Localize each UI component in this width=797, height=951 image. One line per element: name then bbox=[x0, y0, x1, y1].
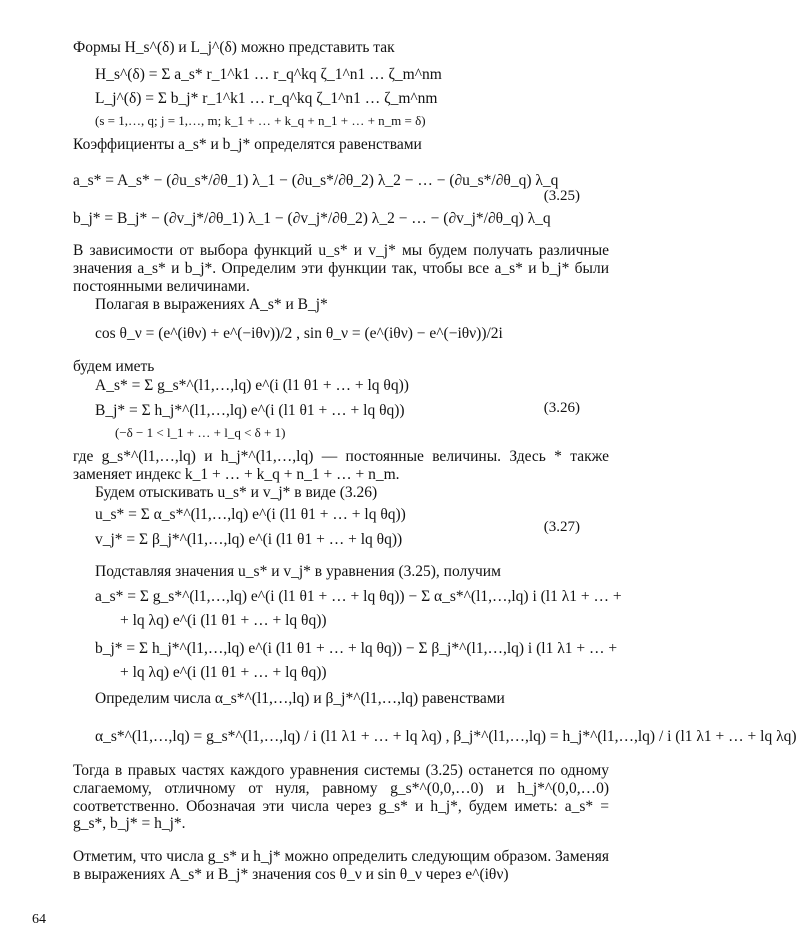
equation-line: a_s* = Σ g_s*^(l1,…,lq) e^(i (l1 θ1 + … + lq θq)) − Σ α_s*^(l1,…,lq) i (l1 λ1 + … + bbox=[95, 588, 622, 605]
text-line: Полагая в выражениях A_s* и B_j* bbox=[95, 296, 328, 313]
paragraph: где g_s*^(l1,…,lq) и h_j*^(l1,…,lq) — постоянные величины. Здесь * также заменяет индекс k_1 + … + k_q + n_1 + … + n_m. bbox=[73, 448, 609, 483]
page-number: 64 bbox=[32, 912, 46, 927]
equation-line: L_j^(δ) = Σ b_j* r_1^k1 … r_q^kq ζ_1^n1 … ζ_m^nm bbox=[95, 90, 438, 107]
equation-line: B_j* = Σ h_j*^(l1,…,lq) e^(i (l1 θ1 + … + lq θq)) bbox=[95, 402, 405, 419]
equation-line: H_s^(δ) = Σ a_s* r_1^k1 … r_q^kq ζ_1^n1 … ζ_m^nm bbox=[95, 66, 442, 83]
paragraph: Тогда в правых частях каждого уравнения системы (3.25) останется по одному слагаемому, отличному от нуля, равному g_s*^(0,0,…0) и h_j*^(0,0,…0) соответственно. Обозначая эти числа через g_s* и h_j*, будем иметь: a_s* = g_s*, b_j* = h_j*. bbox=[73, 762, 609, 833]
text-line: Подставляя значения u_s* и v_j* в уравнения (3.25), получим bbox=[95, 563, 501, 580]
equation-line: u_s* = Σ α_s*^(l1,…,lq) e^(i (l1 θ1 + … + lq θq)) bbox=[95, 506, 406, 523]
equation-line: α_s*^(l1,…,lq) = g_s*^(l1,…,lq) / i (l1 λ1 + … + lq λq) , β_j*^(l1,…,lq) = h_j*^(l1,…,lq) / i (l1 λ1 + … + lq λq) bbox=[95, 728, 797, 745]
equation-condition: (s = 1,…, q; j = 1,…, m; k_1 + … + k_q + n_1 + … + n_m = δ) bbox=[95, 113, 426, 128]
text-line: Коэффициенты a_s* и b_j* определятся равенствами bbox=[73, 136, 422, 153]
equation-number: (3.26) bbox=[543, 400, 580, 416]
text-line: Формы H_s^(δ) и L_j^(δ) можно представить так bbox=[73, 39, 395, 56]
equation-number: (3.25) bbox=[543, 188, 580, 204]
equation-line: + lq λq) e^(i (l1 θ1 + … + lq θq)) bbox=[120, 664, 327, 681]
paragraph: В зависимости от выбора функций u_s* и v_j* мы будем получать различные значения a_s* и b_j*. Определим эти функции так, чтобы все a_s* и b_j* были постоянными величинами. bbox=[73, 242, 609, 295]
equation-line: cos θ_ν = (e^(iθν) + e^(−iθν))/2 , sin θ_ν = (e^(iθν) − e^(−iθν))/2i bbox=[95, 325, 503, 342]
paragraph: Отметим, что числа g_s* и h_j* можно определить следующим образом. Заменяя в выражениях A_s* и B_j* значения cos θ_ν и sin θ_ν через e^(iθν) bbox=[73, 848, 609, 883]
text-line: Определим числа α_s*^(l1,…,lq) и β_j*^(l1,…,lq) равенствами bbox=[95, 690, 505, 707]
equation-condition: (−δ − 1 < l_1 + … + l_q < δ + 1) bbox=[115, 425, 286, 440]
text-line: Будем отыскивать u_s* и v_j* в виде (3.26) bbox=[95, 484, 378, 501]
equation-number: (3.27) bbox=[543, 519, 580, 535]
equation-line: b_j* = B_j* − (∂v_j*/∂θ_1) λ_1 − (∂v_j*/∂θ_2) λ_2 − … − (∂v_j*/∂θ_q) λ_q bbox=[73, 210, 551, 227]
text-line: будем иметь bbox=[73, 358, 155, 375]
equation-line: b_j* = Σ h_j*^(l1,…,lq) e^(i (l1 θ1 + … + lq θq)) − Σ β_j*^(l1,…,lq) i (l1 λ1 + … + bbox=[95, 640, 618, 657]
equation-line: A_s* = Σ g_s*^(l1,…,lq) e^(i (l1 θ1 + … + lq θq)) bbox=[95, 377, 409, 394]
equation-line: + lq λq) e^(i (l1 θ1 + … + lq θq)) bbox=[120, 612, 327, 629]
equation-line: a_s* = A_s* − (∂u_s*/∂θ_1) λ_1 − (∂u_s*/∂θ_2) λ_2 − … − (∂u_s*/∂θ_q) λ_q bbox=[73, 172, 559, 189]
equation-line: v_j* = Σ β_j*^(l1,…,lq) e^(i (l1 θ1 + … + lq θq)) bbox=[95, 531, 403, 548]
